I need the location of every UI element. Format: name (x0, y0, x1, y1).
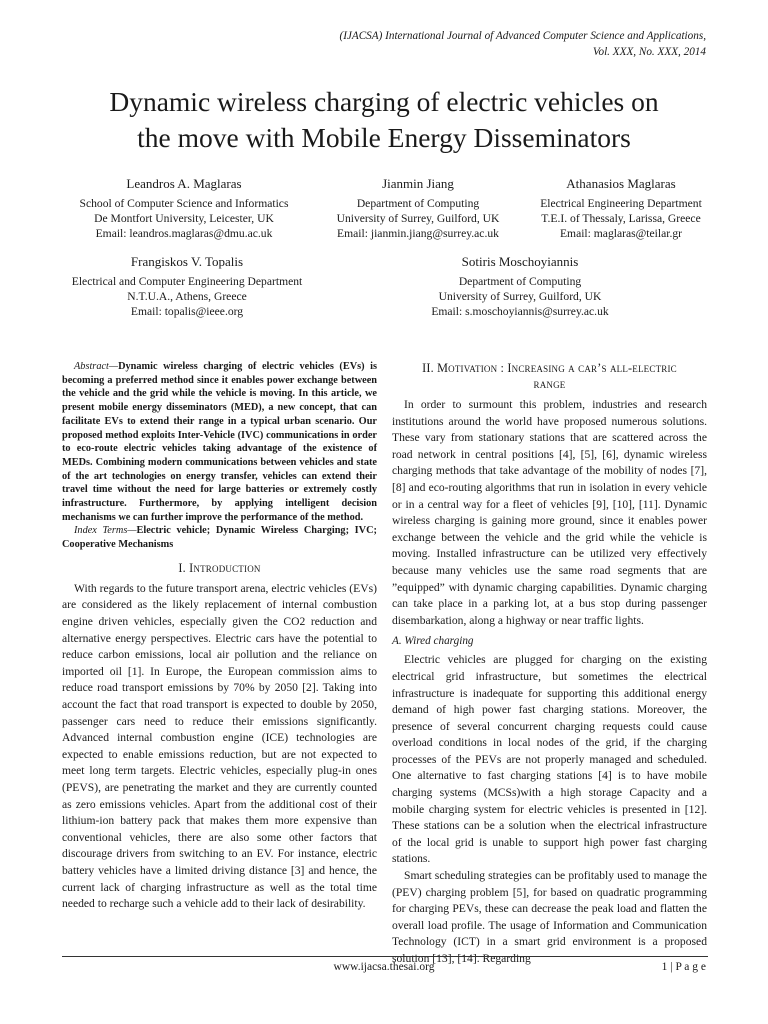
section-title-introduction: I. Introduction (178, 560, 261, 575)
footer-divider (62, 956, 708, 957)
journal-header-line2: Vol. XXX, No. XXX, 2014 (592, 46, 706, 58)
journal-header (339, 28, 706, 60)
title-line-2: the move with Mobile Energy Disseminators (137, 122, 631, 153)
section-title-line-1: II. Motivation : Increasing a car’s all-electric (422, 361, 677, 375)
abstract (62, 360, 377, 552)
author-email: Email: jianmin.jiang@surrey.ac.uk (337, 227, 499, 241)
page-number: 1 | P a g e (661, 961, 706, 973)
author-name: Sotiris Moschoyiannis (461, 254, 579, 269)
section-title-line-2: range (533, 377, 566, 391)
paper-title (40, 84, 728, 156)
author-block-1 (79, 174, 289, 242)
author-affiliation: Department of Computing (458, 275, 582, 288)
author-affiliation: School of Computer Science and Informatics (79, 197, 289, 210)
index-terms-text: Electric vehicle; Dynamic Wireless Charging; IVC; Cooperative Mechanisms (62, 525, 377, 551)
author-block-5 (410, 252, 630, 320)
paragraph: With regards to the future transport arena, electric vehicles (EVs) are considered as the likely replacement of internal combustion engine driven vehicles, especially given the CO2 reduction and alternative energy perspectives. Electric cars have the potential to reduce carbon emissions, local air pollution and the reliance on imported oil [1]. In Europe, the European commission aims to reduce road transport emissions by 70% by 2050 [2]. Taking into account the fact that road transport is expected to double by 2050, passenger cars need to reduce their emissions significantly. Advanced internal combustion engine (ICE) technologies are expected to enable emissions reduction, but are not expected to meet long term targets. Electric vehicles, especially plug-in ones (PEVS), are penetrating the market and they are currently counted as zero emissions vehicles. Apart from the additional cost of their lithium-ion battery pack that makes them more expensive than conventional vehicles, there are also some other factors that discourage drivers from switching to an EV. For instance, electric battery vehicles have a limited driving distance [3] and hence, the current lack of charging infrastructure as well as the total time needed to recharge such a vehicle add to their lack of desirability. (62, 581, 377, 911)
author-location: De Montfort University, Leicester, UK (94, 212, 274, 226)
paragraph: Electric vehicles are plugged for charging on the existing electrical grid infrastructure, but sometimes the electrical infrastructure is inadequate for supporting this additional energy demand of high power fast charging stations. Moreover, the presence of several concurrent charging requests could cause overload conditions in local nodes of the grid, if the charging processes of the PEVs are not properly managed and scheduled. One alternative to fast charging stations [4] is to have mobile charging systems (MCSs)with a high storage Capacity and a mobile charging system for electric vehicles is presented in [12]. These stations can be a solution when the electrical infrastructure of the local grid is unable to support high power fast charging stations. (392, 653, 707, 866)
index-terms-lead: Index Terms— (74, 525, 137, 537)
author-location: N.T.U.A., Athens, Greece (127, 290, 247, 304)
author-name: Athanasios Maglaras (566, 176, 676, 191)
author-block-3 (524, 174, 718, 242)
author-affiliation: Electrical and Computer Engineering Department (71, 275, 303, 288)
author-email: Email: topalis@ieee.org (130, 305, 244, 319)
section-title-motivation (392, 360, 707, 392)
author-name: Jianmin Jiang (382, 176, 454, 191)
author-location: T.E.I. of Thessaly, Larissa, Greece (541, 212, 701, 226)
author-affiliation: Electrical Engineering Department (540, 197, 702, 210)
author-block-4 (62, 252, 312, 320)
title-line-1: Dynamic wireless charging of electric vehicles on (109, 86, 659, 117)
left-column (62, 360, 377, 913)
subsection-title-wired-charging: A. Wired charging (392, 635, 474, 648)
author-email: Email: leandros.maglaras@dmu.ac.uk (95, 227, 273, 241)
abstract-lead: Abstract— (74, 361, 119, 372)
journal-header-line1: (IJACSA) International Journal of Advanced Computer Science and Applications, (339, 30, 706, 42)
author-location: University of Surrey, Guilford, UK (336, 212, 500, 226)
paragraph: In order to surmount this problem, industries and research institutions around the world have proposed numerous solutions. These vary from stationary stations that are scattered across the road network in central positions [4], [5], [6], dynamic wireless charging methods that take advantage of the mobility of nodes [7], [8] and eco-routing algorithms that run in isolation in every vehicle or in a central way for a fleet of vehicles [9], [10], [11]. Dynamic wireless charging is gaining more ground, since it enables power exchange between the vehicle and the grid while the vehicle is moving. Installed infrastructure can be utilized very effectively because many vehicles use the same road segments that are ”equipped” with dynamic charging capabilities. Dynamic charging can take place in a parking lot, at a bus stop during passenger disembarkation, along a highway or near traffic lights. (392, 398, 707, 627)
author-email: Email: s.moschoyiannis@surrey.ac.uk (431, 305, 609, 319)
author-location: University of Surrey, Guilford, UK (438, 290, 602, 304)
author-name: Leandros A. Maglaras (126, 176, 242, 191)
author-email: Email: maglaras@teilar.gr (559, 227, 683, 241)
author-name: Frangiskos V. Topalis (130, 254, 244, 269)
right-column (392, 360, 707, 968)
author-affiliation: Department of Computing (356, 197, 480, 210)
abstract-text: Dynamic wireless charging of electric vehicles (EVs) is becoming a preferred method since it enables power exchange between the vehicle and the grid while the vehicle is moving. In this article, we present mobile energy disseminators (MED), a new concept, that can facilitate EVs to extend their range in a typical urban scenario. Our proposed method exploits Inter-Vehicle (IVC) communications in order to eco-route electric vehicles taking advantage of the existence of MEDs. Combining modern communications between vehicles and state of the art technologies on energy transfer, vehicles can extend their travel time without the need for large batteries or extremely costly infrastructure. Furthermore, by applying intelligent decision mechanisms we can further improve the performance of the method. (62, 361, 377, 523)
footer-url[interactable]: www.ijacsa.thesai.org (333, 961, 435, 973)
paragraph: Smart scheduling strategies can be profitably used to manage the (PEV) charging problem [5], for based on quadratic programming for charging PEVs, these can decrease the peak load and flatten the overall load profile. The usage of Information and Communication Technology (ICT) in a smart grid environment is a proposed solution [13], [14]. Regarding (392, 869, 707, 965)
author-block-2 (322, 174, 514, 242)
